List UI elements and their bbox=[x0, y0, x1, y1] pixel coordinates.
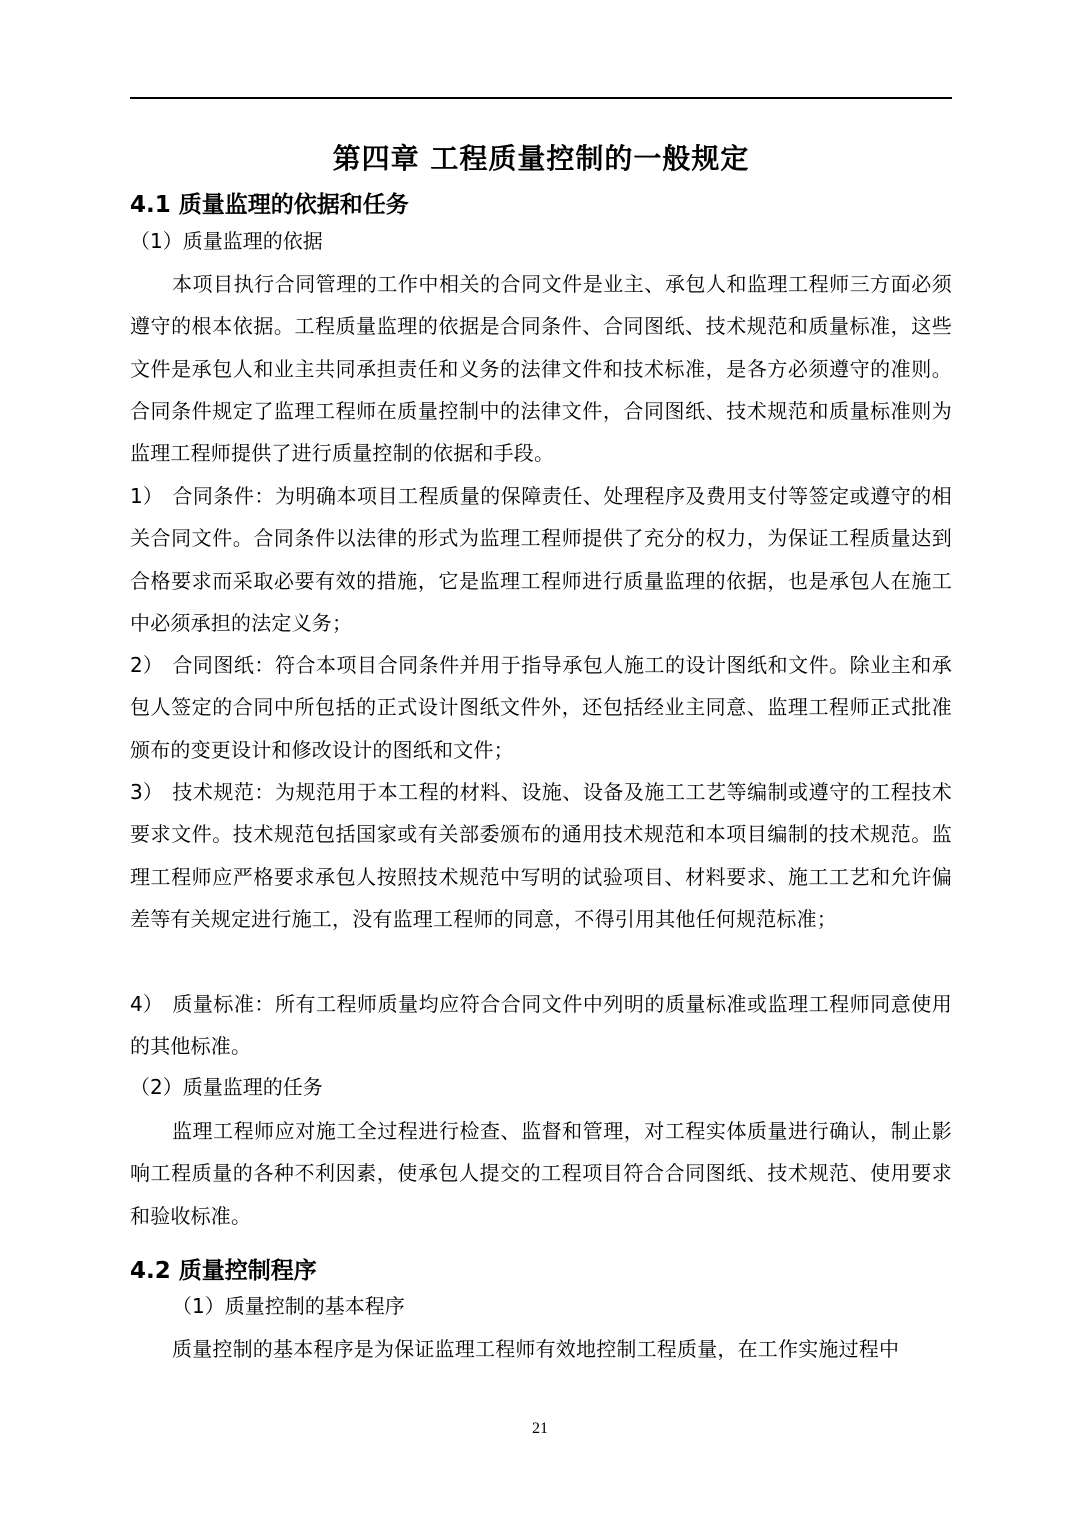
section-4-1-sub2: （2）质量监理的任务 bbox=[130, 1075, 323, 1099]
chapter-title: 第四章 工程质量控制的一般规定 bbox=[332, 142, 750, 175]
list-item-2 bbox=[130, 644, 952, 771]
list-item-3 bbox=[130, 771, 952, 940]
list-item-text: 技术规范：为规范用于本工程的材料、设施、设备及施工工艺等编制或遵守的工程技术要求文件。技术规范包括国家或有关部委颁布的通用技术规范和本项目编制的技术规范。监理工程师应严格要求承包人按照技术规范中写明的试验项目、材料要求、施工工艺和允许偏差等有关规定进行施工，没有监理工程师的同意，不得引用其他任何规范标准； bbox=[130, 780, 952, 931]
page-number: 21 bbox=[532, 1420, 548, 1437]
section-4-1-heading: 4.1 质量监理的依据和任务 bbox=[130, 192, 409, 218]
header-rule bbox=[130, 97, 952, 99]
list-item-number: 3） bbox=[130, 780, 164, 804]
list-item-number: 2） bbox=[130, 653, 164, 677]
section-4-1-sub1: （1）质量监理的依据 bbox=[130, 229, 323, 253]
list-item-text: 质量标准：所有工程师质量均应符合合同文件中列明的质量标准或监理工程师同意使用的其他标准。 bbox=[130, 992, 952, 1059]
section-4-1-task: 监理工程师应对施工全过程进行检查、监督和管理，对工程实体质量进行确认，制止影响工程质量的各种不利因素，使承包人提交的工程项目符合合同图纸、技术规范、使用要求和验收标准。 bbox=[130, 1119, 952, 1228]
section-4-2-sub1: （1）质量控制的基本程序 bbox=[172, 1294, 405, 1318]
section-4-2-heading: 4.2 质量控制程序 bbox=[130, 1258, 317, 1284]
list-item-number: 1） bbox=[130, 484, 164, 508]
list-item-number: 4） bbox=[130, 992, 164, 1016]
section-4-1-intro: 本项目执行合同管理的工作中相关的合同文件是业主、承包人和监理工程师三方面必须遵守的根本依据。工程质量监理的依据是合同条件、合同图纸、技术规范和质量标准，这些文件是承包人和业主共同承担责任和义务的法律文件和技术标准，是各方必须遵守的准则。合同条件规定了监理工程师在质量控制中的法律文件，合同图纸、技术规范和质量标准则为监理工程师提供了进行质量控制的依据和手段。 bbox=[130, 272, 952, 466]
list-item-1 bbox=[130, 475, 952, 644]
list-item-4 bbox=[130, 983, 952, 1068]
list-item-text: 合同条件：为明确本项目工程质量的保障责任、处理程序及费用支付等签定或遵守的相关合同文件。合同条件以法律的形式为监理工程师提供了充分的权力，为保证工程质量达到合格要求而采取必要有效的措施，它是监理工程师进行质量监理的依据，也是承包人在施工中必须承担的法定义务； bbox=[130, 484, 952, 635]
section-4-2-intro: 质量控制的基本程序是为保证监理工程师有效地控制工程质量，在工作实施过程中 bbox=[172, 1337, 900, 1361]
list-item-text: 合同图纸：符合本项目合同条件并用于指导承包人施工的设计图纸和文件。除业主和承包人签定的合同中所包括的正式设计图纸文件外，还包括经业主同意、监理工程师正式批准颁布的变更设计和修改设计的图纸和文件； bbox=[130, 653, 952, 762]
